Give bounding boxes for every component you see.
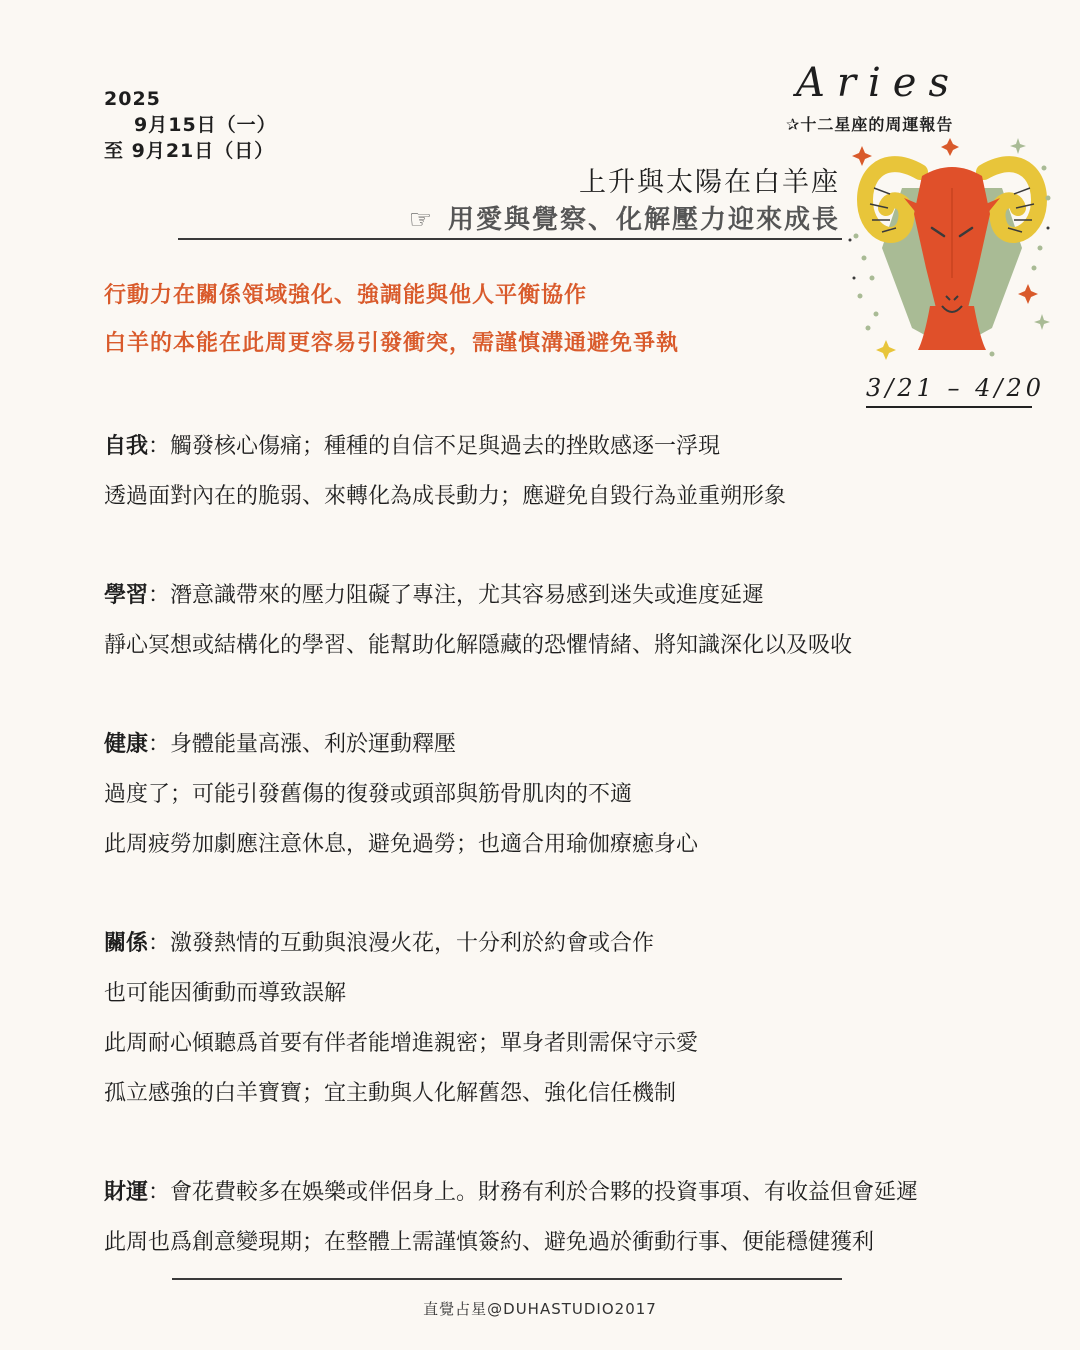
highlight-2: 白羊的本能在此周更容易引發衝突，需謹慎溝通避免爭執 <box>104 331 680 356</box>
section-label: 健康 <box>104 732 149 757</box>
section-line <box>104 720 1074 770</box>
section-text: ：會花費較多在娛樂或伴侶身上。財務有利於合夥的投資事項、有收益但會延遲 <box>148 1180 919 1205</box>
section-line: 也可能因衝動而導致誤解 <box>104 981 347 1006</box>
section-text: ：潛意識帶來的壓力阻礙了專注，尤其容易感到迷失或進度延遲 <box>148 583 765 608</box>
forecast-content <box>104 422 1074 1317</box>
year: 2025 <box>104 88 161 110</box>
section-learning <box>104 571 1074 671</box>
sign-name: Aries <box>796 60 961 106</box>
section-text: ：激發熱情的互動與浪漫火花，十分利於約會或合作 <box>148 931 655 956</box>
section-text: ：觸發核心傷痛；種種的自信不足與過去的挫敗感逐一浮現 <box>148 434 721 459</box>
date-range-underline <box>866 406 1032 408</box>
sign-date-range: 3/21 – 4/20 <box>866 374 1046 402</box>
section-finance <box>104 1168 1074 1268</box>
section-line <box>104 919 1074 969</box>
date-block <box>104 86 277 164</box>
section-line: 過度了；可能引發舊傷的復發或頭部與筋骨肌肉的不適 <box>104 782 633 807</box>
section-line <box>104 571 1074 621</box>
section-line: 孤立感強的白羊寶寶；宜主動與人化解舊怨、強化信任機制 <box>104 1081 677 1106</box>
footer-credit: 直覺占星@DUHASTUDIO2017 <box>423 1300 657 1318</box>
subheadline <box>200 199 840 236</box>
date-from: 9月15日（一） <box>134 114 277 136</box>
date-to: 至 9月21日（日） <box>104 140 275 162</box>
section-label: 自我 <box>104 434 149 459</box>
section-line: 透過面對內在的脆弱、來轉化為成長動力；應避免自毀行為並重朔形象 <box>104 484 787 509</box>
divider-bottom <box>172 1278 842 1280</box>
divider-top <box>178 238 842 240</box>
section-relationship <box>104 919 1074 1119</box>
section-line: 靜心冥想或結構化的學習、能幫助化解隱藏的恐懼情緒、將知識深化以及吸收 <box>104 633 853 658</box>
section-health <box>104 720 1074 870</box>
pointing-hand-icon: ☞ <box>408 205 434 235</box>
subheadline-text: 用愛與覺察、化解壓力迎來成長 <box>447 205 840 235</box>
section-label: 財運 <box>104 1180 149 1205</box>
section-label: 關係 <box>104 931 149 956</box>
highlight-1: 行動力在關係領域強化、強調能與他人平衡協作 <box>104 283 588 308</box>
sign-subtitle: ✰十二星座的周運報告 <box>786 115 954 134</box>
section-line: 此周耐心傾聽爲首要有伴者能增進親密；單身者則需保守示愛 <box>104 1031 699 1056</box>
section-label: 學習 <box>104 583 149 608</box>
section-line <box>104 422 1074 472</box>
section-text: ：身體能量高漲、利於運動釋壓 <box>148 732 457 757</box>
headline: 上升與太陽在白羊座 <box>579 167 840 198</box>
section-line: 此周疲勞加劇應注意休息，避免過勞；也適合用瑜伽療癒身心 <box>104 832 699 857</box>
ram-illustration-icon <box>842 128 1062 368</box>
section-line: 此周也爲創意變現期；在整體上需謹慎簽約、避免過於衝動行事、便能穩健獲利 <box>104 1230 875 1255</box>
section-line <box>104 1168 1074 1218</box>
section-self <box>104 422 1074 522</box>
